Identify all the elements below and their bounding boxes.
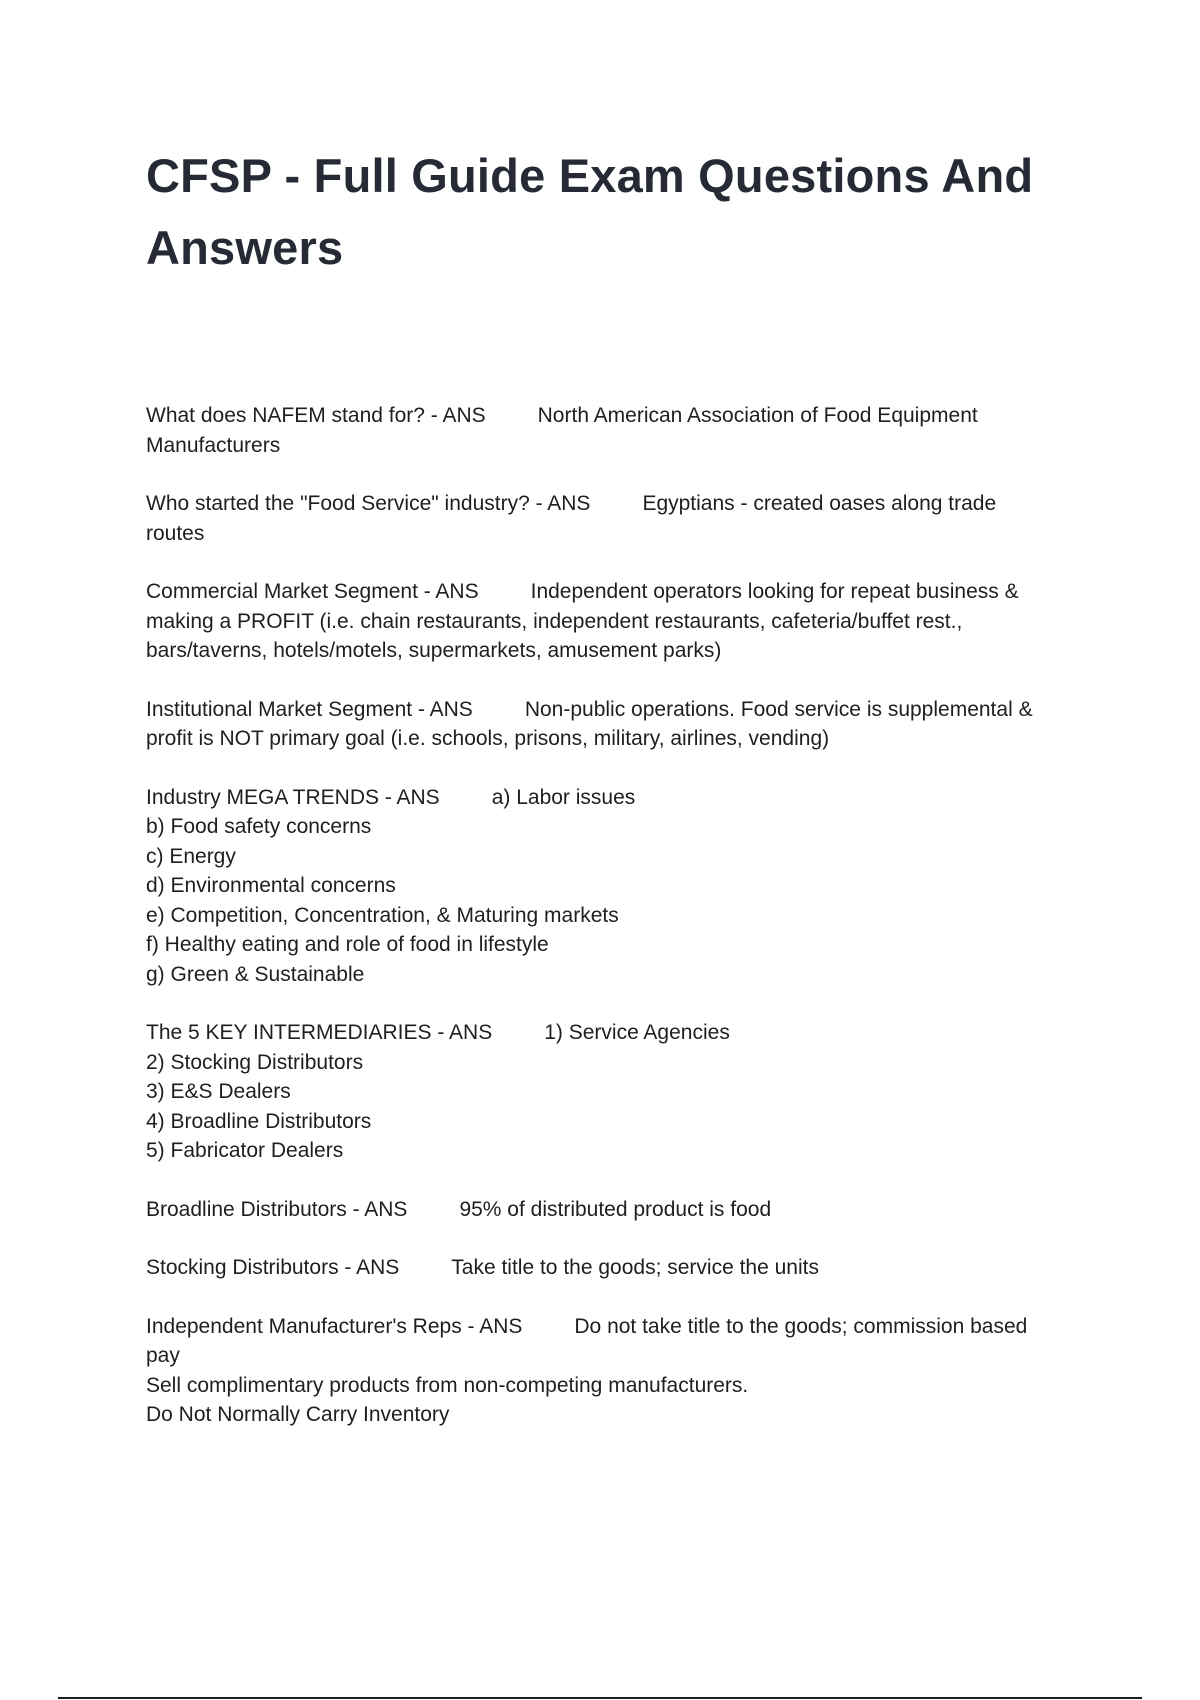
page-title: CFSP - Full Guide Exam Questions And Answers bbox=[146, 149, 1034, 274]
qa-answer-line: 5) Fabricator Dealers bbox=[146, 1139, 344, 1162]
qa-answer-line: routes bbox=[146, 521, 205, 545]
qa-item bbox=[146, 577, 1096, 666]
qa-item bbox=[146, 1018, 1096, 1166]
qa-answer: Do not take title to the goods; commission based bbox=[574, 1314, 1028, 1338]
qa-item bbox=[146, 1253, 1096, 1283]
qa-answer-line: 2) Stocking Distributors bbox=[146, 1050, 364, 1074]
qa-answer-line: 3) E&S Dealers bbox=[146, 1080, 291, 1103]
qa-first-line bbox=[146, 783, 1096, 813]
qa-list bbox=[146, 401, 1096, 1459]
qa-first-line bbox=[146, 1018, 1096, 1048]
qa-answer-line: profit is NOT primary goal (i.e. schools, prisons, military, airlines, vending) bbox=[146, 727, 830, 750]
qa-answer-line: d) Environmental concerns bbox=[146, 874, 396, 897]
qa-answer-line: pay bbox=[146, 1344, 180, 1367]
qa-question: Commercial Market Segment - ANS bbox=[146, 580, 479, 603]
qa-answer: Egyptians - created oases along trade bbox=[642, 492, 997, 515]
qa-answer-line: c) Energy bbox=[146, 844, 236, 868]
qa-question: Broadline Distributors - ANS bbox=[146, 1197, 408, 1221]
qa-first-line bbox=[146, 489, 1096, 519]
qa-answer: a) Labor issues bbox=[491, 785, 636, 809]
qa-answer: Non-public operations. Food service is supplemental & bbox=[524, 697, 1033, 721]
qa-answer-line: g) Green & Sustainable bbox=[146, 962, 365, 986]
qa-answer-line: 4) Broadline Distributors bbox=[146, 1109, 372, 1133]
qa-answer: 95% of distributed product is food bbox=[459, 1197, 772, 1221]
qa-answer-line: bars/taverns, hotels/motels, supermarkets, amusement parks) bbox=[146, 639, 722, 662]
qa-answer-line: Sell complimentary products from non-competing manufacturers. bbox=[146, 1373, 749, 1397]
qa-first-line bbox=[146, 1312, 1096, 1342]
qa-answer-line: e) Competition, Concentration, & Maturing markets bbox=[146, 903, 619, 927]
qa-first-line bbox=[146, 1253, 1096, 1283]
qa-answer: Independent operators looking for repeat business & bbox=[530, 580, 1019, 603]
qa-answer-line: b) Food safety concerns bbox=[146, 815, 372, 838]
qa-first-line bbox=[146, 695, 1096, 725]
qa-question: Independent Manufacturer's Reps - ANS bbox=[146, 1314, 523, 1338]
qa-question: Who started the "Food Service" industry? - ANS bbox=[146, 492, 591, 515]
qa-answer-line: Manufacturers bbox=[146, 433, 281, 457]
qa-answer: Take title to the goods; service the units bbox=[451, 1256, 819, 1279]
qa-first-line bbox=[146, 401, 1096, 431]
qa-item bbox=[146, 1312, 1096, 1430]
qa-item bbox=[146, 783, 1096, 990]
qa-item bbox=[146, 695, 1096, 754]
qa-item bbox=[146, 401, 1096, 460]
qa-item bbox=[146, 1195, 1096, 1225]
qa-item bbox=[146, 489, 1096, 548]
qa-question: What does NAFEM stand for? - ANS bbox=[146, 404, 486, 427]
qa-answer-line: Do Not Normally Carry Inventory bbox=[146, 1403, 450, 1426]
qa-question: The 5 KEY INTERMEDIARIES - ANS bbox=[146, 1021, 493, 1044]
qa-question: Stocking Distributors - ANS bbox=[146, 1256, 400, 1279]
qa-first-line bbox=[146, 1195, 1096, 1225]
footer-divider bbox=[58, 1697, 1142, 1699]
qa-question: Industry MEGA TRENDS - ANS bbox=[146, 785, 440, 809]
qa-answer: 1) Service Agencies bbox=[544, 1021, 730, 1044]
qa-first-line bbox=[146, 577, 1096, 607]
qa-answer-line: making a PROFIT (i.e. chain restaurants, independent restaurants, cafeteria/buffet rest., bbox=[146, 609, 963, 633]
qa-question: Institutional Market Segment - ANS bbox=[146, 697, 473, 721]
qa-answer: North American Association of Food Equipment bbox=[537, 404, 978, 427]
qa-answer-line: f) Healthy eating and role of food in lifestyle bbox=[146, 933, 549, 956]
